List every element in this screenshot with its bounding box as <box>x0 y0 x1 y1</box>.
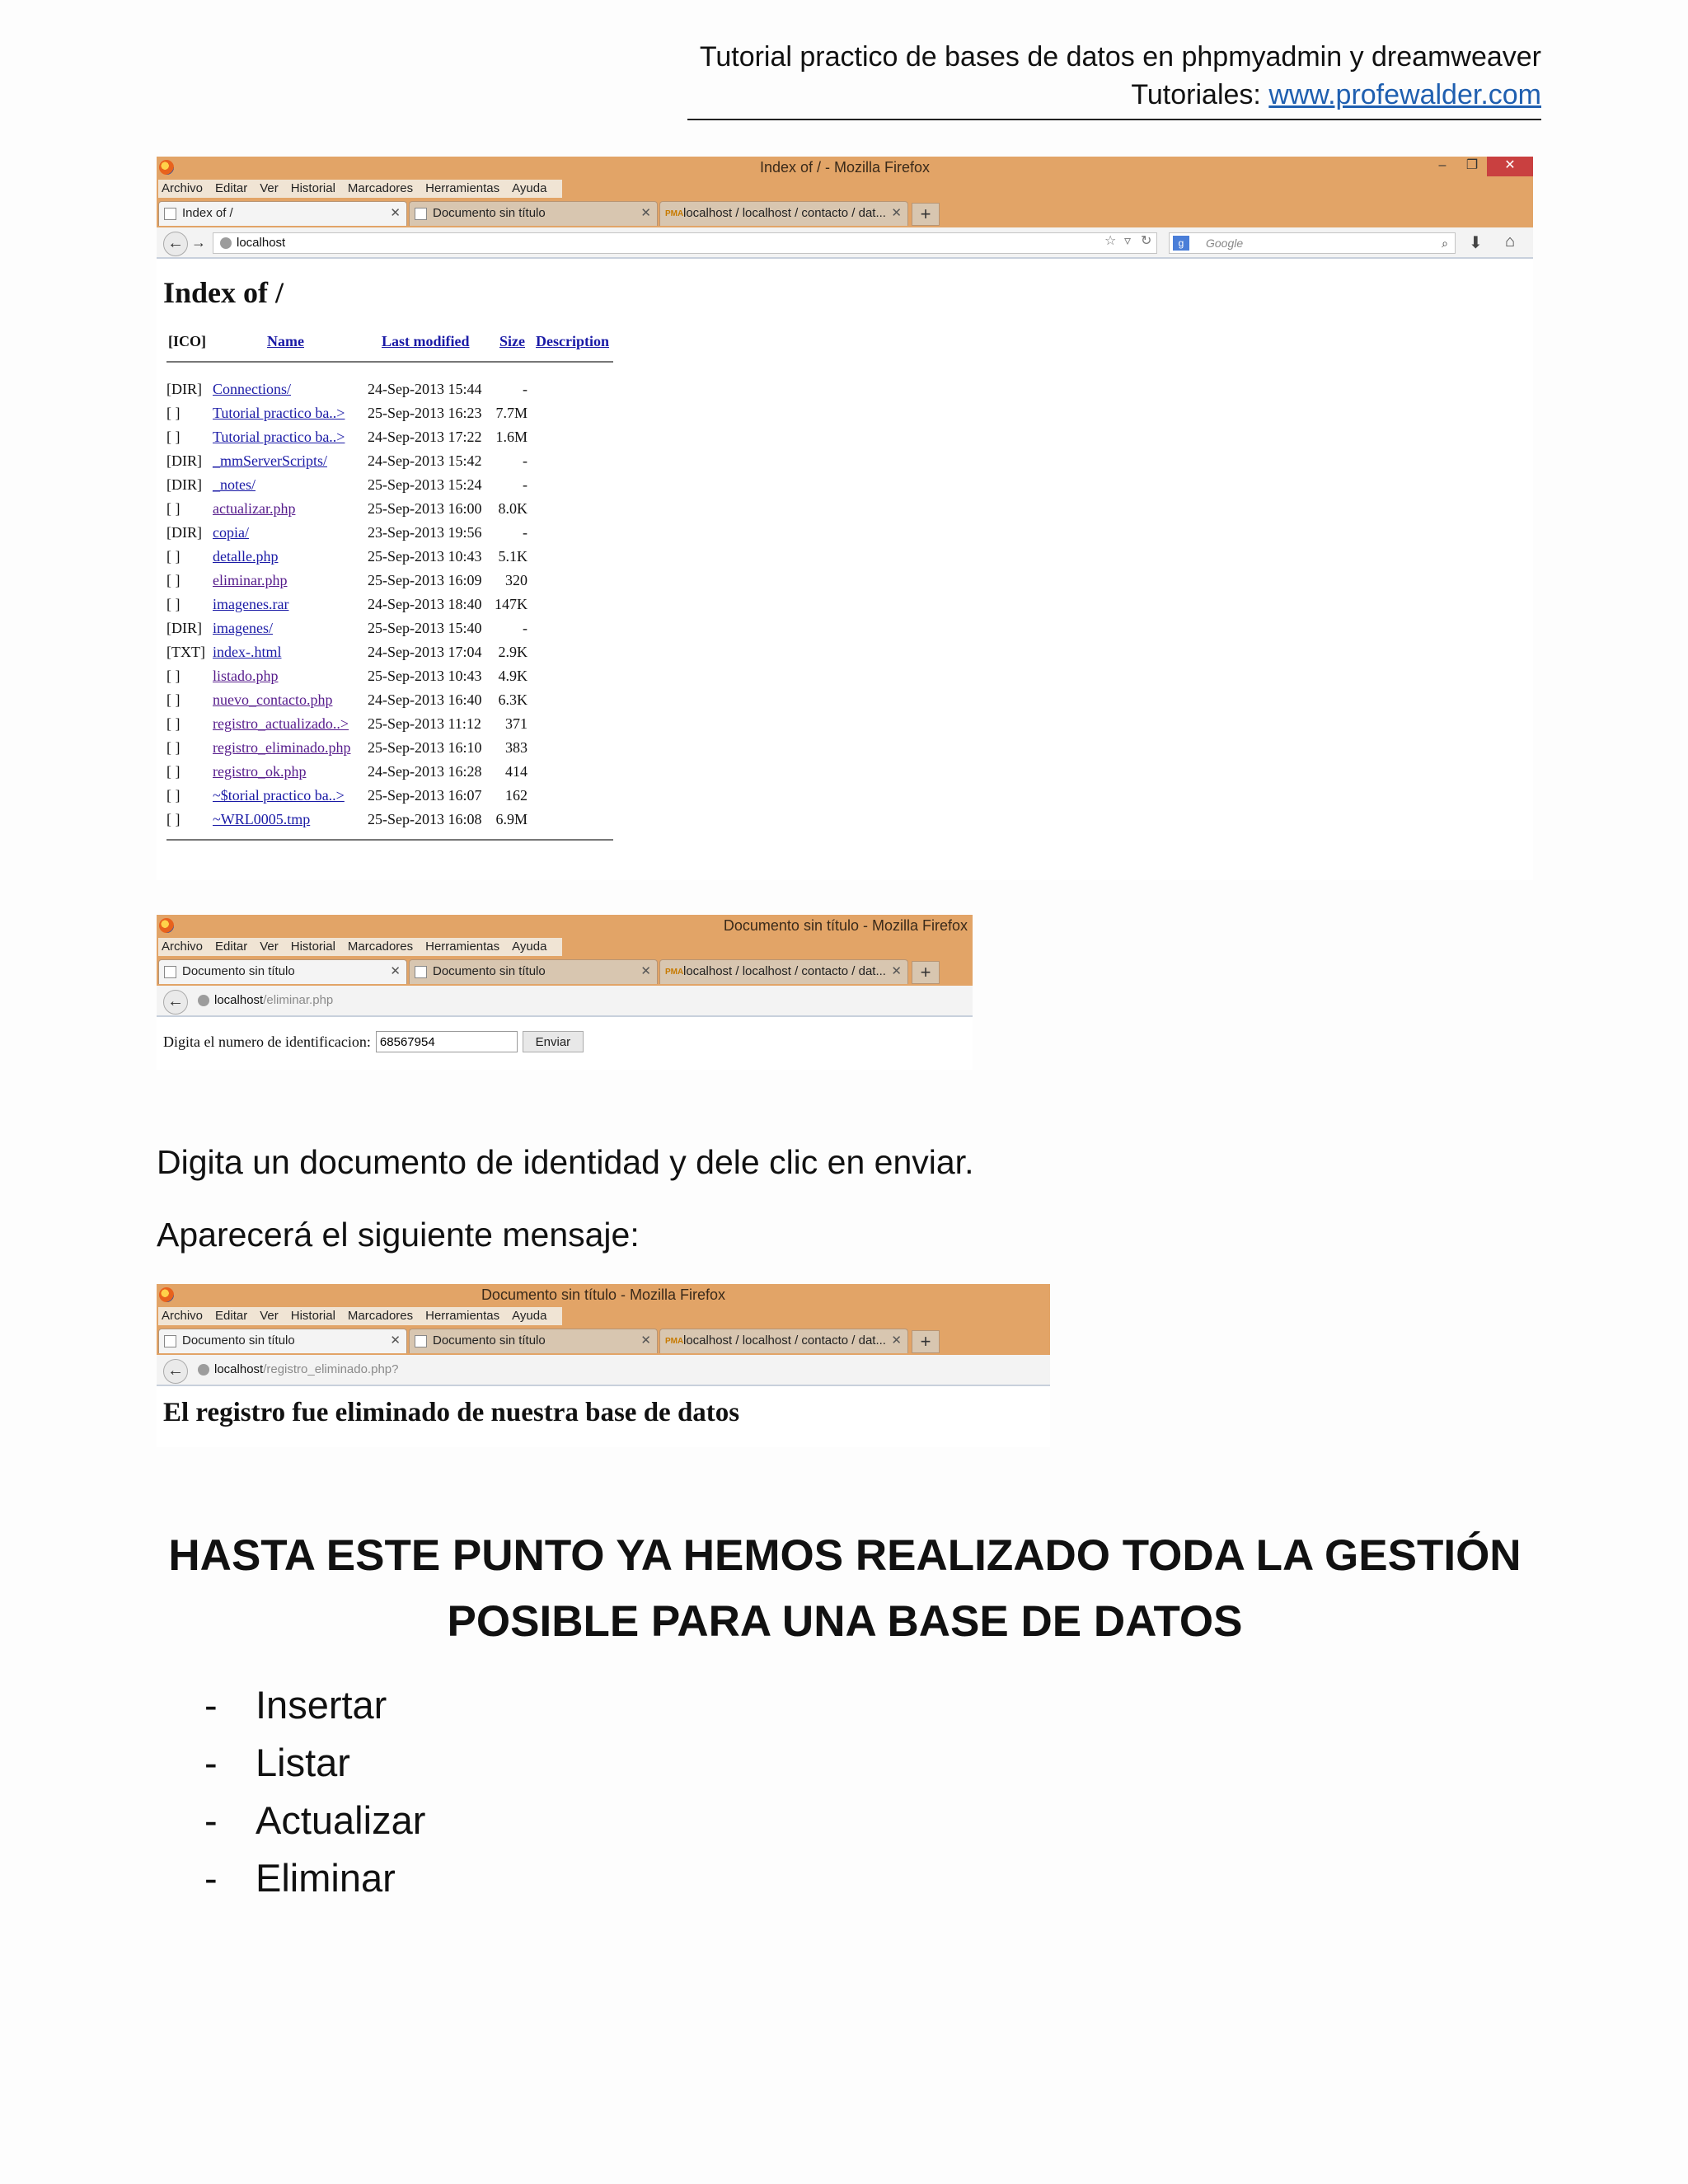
close-tab-icon[interactable]: ✕ <box>891 206 902 220</box>
forward-arrow-icon[interactable]: → <box>191 234 206 251</box>
file-link[interactable]: ~WRL0005.tmp <box>213 811 311 827</box>
menu-bar <box>157 936 973 958</box>
column-ico: [ICO] <box>168 333 206 349</box>
file-link[interactable]: _notes/ <box>213 476 256 493</box>
home-icon[interactable]: ⌂ <box>1505 232 1516 251</box>
id-label: Digita el numero de identificacion: <box>163 1033 371 1050</box>
google-icon: g <box>1173 236 1189 251</box>
menu-marcadores[interactable]: Marcadores <box>347 940 414 954</box>
firefox-window-resultado <box>157 1284 1050 1447</box>
tab-documento[interactable]: Documento sin título ✕ <box>409 1329 658 1353</box>
url-text: localhost <box>237 236 286 250</box>
dropdown-arrow-icon[interactable]: ▿ <box>1124 234 1132 248</box>
file-link[interactable]: _mmServerScripts/ <box>213 452 327 469</box>
tab-bar <box>157 958 973 986</box>
list-item: - Eliminar <box>204 1849 425 1907</box>
navigation-bar <box>157 227 1533 259</box>
minimize-icon[interactable]: – <box>1438 158 1447 172</box>
page-title: Index of / <box>163 276 284 309</box>
phpmyadmin-icon: PMA <box>665 968 684 977</box>
reload-icon[interactable]: ↻ <box>1141 234 1152 248</box>
tutorials-line <box>687 76 1541 114</box>
menu-editar[interactable]: Editar <box>215 1309 248 1323</box>
file-link[interactable]: copia/ <box>213 524 249 541</box>
file-link[interactable]: registro_eliminado.php <box>213 739 351 756</box>
operations-list <box>204 1676 425 1907</box>
page-icon <box>164 1335 176 1347</box>
column-size[interactable]: Size <box>499 333 525 349</box>
document-title: Tutorial practico de bases de datos en phpmyadmin y dreamweaver <box>699 41 1541 73</box>
column-description[interactable]: Description <box>536 333 609 349</box>
file-link[interactable]: eliminar.php <box>213 572 288 588</box>
menu-ver[interactable]: Ver <box>260 1309 279 1323</box>
menu-ver[interactable]: Ver <box>260 940 279 954</box>
close-tab-icon[interactable]: ✕ <box>640 206 651 220</box>
globe-icon <box>198 995 209 1006</box>
tab-documento-active[interactable]: Documento sin título ✕ <box>158 959 407 984</box>
file-link[interactable]: Tutorial practico ba..> <box>213 429 345 445</box>
window-title: Documento sin título - Mozilla Firefox <box>723 917 968 934</box>
list-item: - Listar <box>204 1734 425 1792</box>
page-icon <box>415 966 427 978</box>
menu-herramientas[interactable]: Herramientas <box>425 940 500 954</box>
firefox-logo-icon <box>159 918 174 933</box>
column-name[interactable]: Name <box>267 333 304 349</box>
tab-documento[interactable]: Documento sin título ✕ <box>409 959 658 984</box>
profewalder-link[interactable]: www.profewalder.com <box>1268 79 1541 110</box>
instruction-line-1: Digita un documento de identidad y dele clic en enviar. <box>157 1143 974 1181</box>
menu-historial[interactable]: Historial <box>290 181 335 195</box>
column-last-modified[interactable]: Last modified <box>382 333 470 349</box>
file-link[interactable]: actualizar.php <box>213 500 296 517</box>
file-link[interactable]: nuevo_contacto.php <box>213 691 333 708</box>
url-path: /eliminar.php <box>263 993 334 1007</box>
deletion-message: El registro fue eliminado de nuestra base de datos <box>163 1398 740 1427</box>
list-item: - Actualizar <box>204 1792 425 1849</box>
list-item: - Insertar <box>204 1676 425 1734</box>
url-host: localhost <box>214 1362 264 1376</box>
navigation-bar <box>157 1355 1050 1386</box>
file-link[interactable]: imagenes.rar <box>213 596 289 612</box>
bookmark-star-icon[interactable]: ☆ <box>1104 234 1117 248</box>
menu-ayuda[interactable]: Ayuda <box>512 1309 547 1323</box>
header-divider <box>687 119 1541 120</box>
file-link[interactable]: registro_actualizado..> <box>213 715 349 732</box>
file-link[interactable]: index-.html <box>213 644 282 660</box>
title-bar <box>157 157 1533 178</box>
title-bar <box>157 1284 1050 1305</box>
close-tab-icon[interactable]: ✕ <box>390 964 401 978</box>
search-icon[interactable]: ⌕ <box>1442 237 1448 250</box>
menu-marcadores[interactable]: Marcadores <box>347 181 414 195</box>
file-link[interactable]: detalle.php <box>213 548 279 565</box>
tab-phpmyadmin[interactable]: PMA localhost / localhost / contacto / dat... ✕ <box>659 1329 908 1353</box>
search-input[interactable]: g Google ⌕ <box>1169 232 1456 254</box>
globe-icon <box>198 1364 209 1376</box>
file-link[interactable]: registro_ok.php <box>213 763 307 780</box>
menu-archivo[interactable]: Archivo <box>162 181 204 195</box>
window-title: Documento sin título - Mozilla Firefox <box>481 1286 726 1303</box>
tab-bar <box>157 199 1533 227</box>
url-path: /registro_eliminado.php? <box>263 1362 399 1376</box>
menu-ayuda[interactable]: Ayuda <box>512 940 547 954</box>
url-bar[interactable] <box>213 232 1157 254</box>
back-arrow-icon[interactable]: ← <box>163 990 188 1015</box>
page-icon <box>164 966 176 978</box>
close-tab-icon[interactable]: ✕ <box>390 206 401 220</box>
closing-heading-line-1: HASTA ESTE PUNTO YA HEMOS REALIZADO TODA LA GESTIÓN <box>168 1531 1522 1580</box>
url-host: localhost <box>214 993 264 1007</box>
file-link[interactable]: ~$torial practico ba..> <box>213 787 345 804</box>
tab-bar <box>157 1327 1050 1355</box>
back-arrow-icon[interactable]: ← <box>163 232 188 256</box>
close-tab-icon[interactable]: ✕ <box>891 964 902 978</box>
close-window-icon[interactable]: ✕ <box>1487 157 1533 176</box>
restore-icon[interactable]: ❐ <box>1465 158 1479 172</box>
title-bar <box>157 915 973 936</box>
menu-historial[interactable]: Historial <box>290 1309 335 1323</box>
tab-documento-active[interactable]: Documento sin título ✕ <box>158 1329 407 1353</box>
resultado-page <box>157 1386 1050 1447</box>
footer-rule <box>166 839 613 841</box>
page-icon <box>164 208 176 220</box>
phpmyadmin-icon: PMA <box>665 209 684 218</box>
menu-bar <box>157 178 1533 199</box>
enviar-button[interactable]: Enviar <box>523 1031 584 1052</box>
close-tab-icon[interactable]: ✕ <box>891 1333 902 1347</box>
header-rule <box>166 361 613 363</box>
menu-historial[interactable]: Historial <box>290 940 335 954</box>
page-icon <box>415 1335 427 1347</box>
firefox-window-eliminar <box>157 915 973 1070</box>
id-input[interactable] <box>376 1031 518 1052</box>
tab-documento[interactable]: Documento sin título ✕ <box>409 201 658 226</box>
menu-herramientas[interactable]: Herramientas <box>425 181 500 195</box>
menu-ayuda[interactable]: Ayuda <box>512 181 547 195</box>
tab-phpmyadmin[interactable]: PMA localhost / localhost / contacto / dat... ✕ <box>659 959 908 984</box>
back-arrow-icon[interactable]: ← <box>163 1359 188 1384</box>
tab-index[interactable]: Index of / ✕ <box>158 201 407 226</box>
firefox-window-index <box>157 157 1533 880</box>
menu-editar[interactable]: Editar <box>215 181 248 195</box>
menu-archivo[interactable]: Archivo <box>162 940 204 954</box>
window-controls <box>1428 157 1533 176</box>
close-tab-icon[interactable]: ✕ <box>640 1333 651 1347</box>
close-tab-icon[interactable]: ✕ <box>640 964 651 978</box>
tutorials-label: Tutoriales: <box>1131 79 1261 110</box>
file-link[interactable]: Connections/ <box>213 381 291 397</box>
instruction-line-2: Aparecerá el siguiente mensaje: <box>157 1216 640 1254</box>
eliminar-page <box>157 1017 973 1070</box>
document-header <box>687 38 1541 114</box>
file-link[interactable]: listado.php <box>213 668 279 684</box>
navigation-bar <box>157 986 973 1017</box>
new-tab-button[interactable]: + <box>912 961 940 984</box>
page-icon <box>415 208 427 220</box>
delete-form <box>163 1030 584 1053</box>
download-icon[interactable]: ⬇ <box>1469 234 1483 252</box>
file-link[interactable]: Tutorial practico ba..> <box>213 405 345 421</box>
new-tab-button[interactable]: + <box>912 203 940 226</box>
url-bar[interactable] <box>191 1360 1047 1381</box>
window-title: Index of / - Mozilla Firefox <box>759 159 931 176</box>
closing-heading-line-2: POSIBLE PARA UNA BASE DE DATOS <box>447 1597 1243 1646</box>
menu-bar <box>157 1305 1050 1327</box>
menu-ver[interactable]: Ver <box>260 181 279 195</box>
menu-marcadores[interactable]: Marcadores <box>347 1309 414 1323</box>
index-page: Index of / [ICO] Name Last modified Size Description [DIR] Connections/ 24-Sep-2013 15:44 - [ ] Tutorial practico ba..> 25-Sep-2013 16:23 7.7M [ ] Tutorial practico ba..> 24-Sep-2013 17:22 1.6M [DIR] _mmServerScripts/ 24-Sep-2013 15:42 - [DIR] _notes/ 25-Sep-2013 15:24 - [ ] actualizar.php 25-Sep-2013 16:00 8.0K [DIR] copia/ 23-Sep-2013 19:56 - [ ] detalle.php 25-Sep-2013 10:43 5.1K [ ] eliminar.php 25-Sep-2013 16:09 320 [ ] imagenes.rar 24-Sep-2013 18:40 147K [DIR] imagenes/ 25-Sep-2013 15:40 - [TXT] index-.html 24-Sep-2013 17:04 2.9K [ ] listado.php 25-Sep-2013 10:43 4.9K [ ] nuevo_contacto.php 24-Sep-2013 16:40 6.3K [ ] registro_actualizado..> 25-Sep-2013 11:12 371 [ ] registro_eliminado.php 25-Sep-2013 16:10 383 [ ] registro_ok.php 24-Sep-2013 16:28 414 [ ] ~$torial practico ba..> 25-Sep-2013 16:07 162 [ ] ~WRL0005.tmp 25-Sep-2013 16:08 6.9M <box>157 259 1533 880</box>
menu-editar[interactable]: Editar <box>215 940 248 954</box>
file-link[interactable]: imagenes/ <box>213 620 273 636</box>
new-tab-button[interactable]: + <box>912 1330 940 1353</box>
url-bar[interactable] <box>191 991 969 1012</box>
globe-icon <box>220 237 232 249</box>
menu-archivo[interactable]: Archivo <box>162 1309 204 1323</box>
close-tab-icon[interactable]: ✕ <box>390 1333 401 1347</box>
menu-herramientas[interactable]: Herramientas <box>425 1309 500 1323</box>
tab-phpmyadmin[interactable]: PMA localhost / localhost / contacto / dat... ✕ <box>659 201 908 226</box>
phpmyadmin-icon: PMA <box>665 1337 684 1346</box>
